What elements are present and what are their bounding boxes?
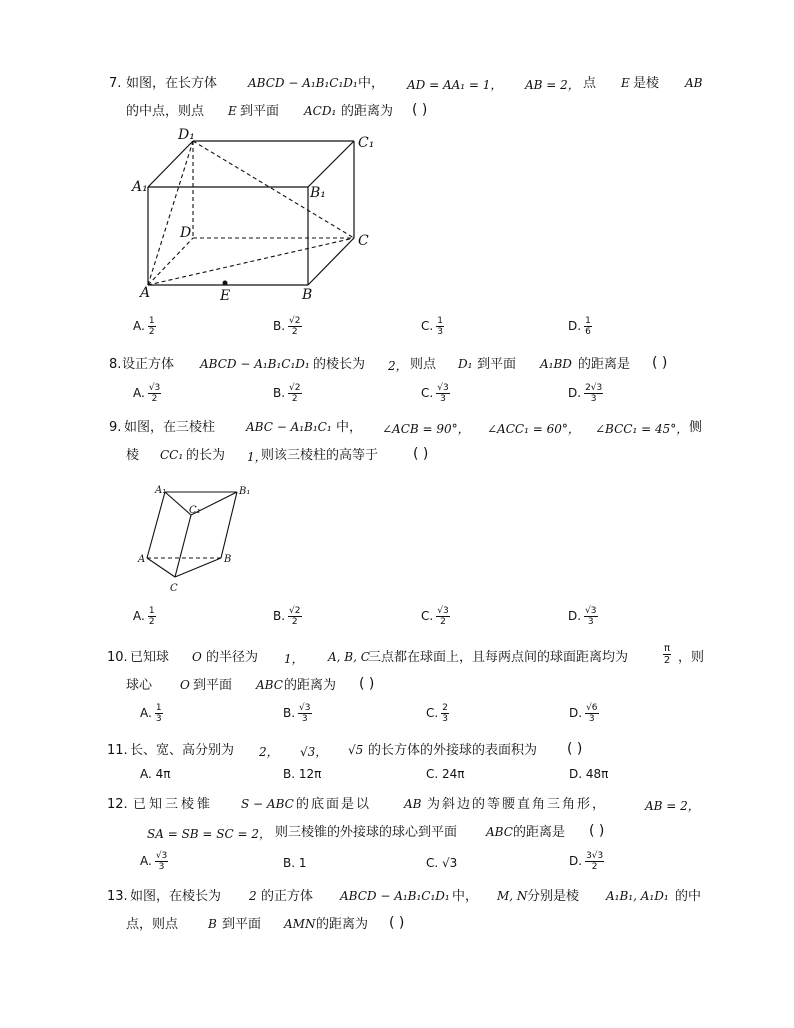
q8-option-b[interactable]: B. $\frac{√2}{2}$ <box>273 383 301 404</box>
q7-expr4: E <box>621 76 630 90</box>
q10-line2-b: 到平面 <box>193 678 233 693</box>
q9-expr1: ABC − A₁B₁C₁ <box>246 420 332 434</box>
q10-pi-fraction: $\frac{\pi}{2}$ <box>663 643 671 666</box>
q9-line2-b: 的长为 <box>186 448 226 463</box>
q9-option-c[interactable]: C. $\frac{√3}{2}$ <box>421 606 449 627</box>
q10-text-c: 三点都在球面上，且每两点间的球面距离均为 <box>368 650 629 665</box>
label-d1: D₁ <box>178 127 195 143</box>
q10-expr3: A, B, C <box>328 650 370 664</box>
q12-option-d[interactable]: D. $\frac{3√3}{2}$ <box>569 851 604 872</box>
q10-text-b: 的半径为 <box>206 650 259 665</box>
q9-line2-a: 棱 <box>126 448 140 463</box>
q13-expr3: M, N <box>497 889 528 903</box>
label-c1: C₁ <box>189 505 201 516</box>
q7-line2-a: 的中点，则点 <box>126 104 205 119</box>
q7-line2-c: 的距离为 <box>341 104 394 119</box>
q7-option-a[interactable]: A. $\frac{1}{2}$ <box>133 316 155 337</box>
label-c: C <box>358 233 369 249</box>
q7-line2-expr1: E <box>228 104 237 118</box>
label-b: B <box>302 287 313 303</box>
q13-line2-expr2: AMN <box>284 917 316 931</box>
label-c: C <box>170 583 178 594</box>
q7-option-b[interactable]: B. $\frac{√2}{2}$ <box>273 316 301 337</box>
q9-option-b[interactable]: B. $\frac{√2}{2}$ <box>273 606 301 627</box>
q13-number: 13. <box>107 889 128 904</box>
q8-text-b: 的棱长为 <box>313 357 366 372</box>
q12-option-b[interactable]: B. 1 <box>283 856 307 870</box>
q7-expr5: AB <box>685 76 703 90</box>
figure-triangular-prism <box>135 480 265 595</box>
q13-expr4: A₁B₁, A₁D₁ <box>606 889 669 903</box>
q12-text-a: 已知三棱锥 <box>133 797 214 812</box>
q9-text-c: 侧 <box>689 420 703 435</box>
q8-option-c[interactable]: C. $\frac{√3}{3}$ <box>421 383 449 404</box>
q13-text-b: 的正方体 <box>261 889 314 904</box>
q11-option-a[interactable]: A. 4π <box>140 767 171 781</box>
q8-text-c: 则点 <box>410 357 437 372</box>
q10-line2-expr2: ABC <box>256 678 283 692</box>
q7-expr3: AB = 2， <box>525 78 580 92</box>
q8-number: 8. <box>109 357 122 372</box>
q12-answer-paren: ( ) <box>589 823 605 839</box>
q7-text-d: 是棱 <box>633 76 660 91</box>
q11-option-c[interactable]: C. 24π <box>426 767 465 781</box>
q10-line2-c: 的距离为 <box>284 678 337 693</box>
q9-expr2: ∠ACB = 90°， <box>382 422 470 436</box>
diagonal-ad1 <box>148 141 193 285</box>
diagonal-ac <box>148 238 354 285</box>
q12-expr3: AB = 2， <box>645 799 700 813</box>
q13-expr1: 2 <box>249 889 257 903</box>
q7-expr2: AD = AA₁ = 1， <box>407 78 503 92</box>
q9-option-a[interactable]: A. $\frac{1}{2}$ <box>133 606 155 627</box>
q7-line2-expr2: ACD₁ <box>304 104 337 118</box>
q8-expr2: 2， <box>388 359 408 373</box>
q10-option-a[interactable]: A. $\frac{1}{3}$ <box>140 703 162 724</box>
q9-text-b: 中， <box>336 420 363 435</box>
q9-line2-c: 则该三棱柱的高等于 <box>261 448 379 463</box>
edge-cc1 <box>175 515 191 577</box>
label-a1: A₁ <box>155 485 167 496</box>
q12-expr2: AB <box>404 797 422 811</box>
q7-text-c: 点 <box>583 76 597 91</box>
q9-expr4: ∠BCC₁ = 45°， <box>595 422 689 436</box>
q12-option-c[interactable]: C. √3 <box>426 856 458 870</box>
q7-line2-b: 到平面 <box>240 104 280 119</box>
label-a: A <box>138 554 146 565</box>
q9-line2-expr1: CC₁ <box>160 448 184 462</box>
q10-text-a: 已知球 <box>130 650 170 665</box>
q9-text-a: 如图，在三棱柱 <box>124 420 216 435</box>
q8-expr3: D₁ <box>458 357 473 371</box>
q11-option-b[interactable]: B. 12π <box>283 767 322 781</box>
q11-expr2: √3， <box>300 745 328 759</box>
q8-text-a: 设正方体 <box>122 357 175 372</box>
q7-number: 7. <box>109 76 122 91</box>
edge-ac <box>147 558 175 577</box>
q8-expr1: ABCD − A₁B₁C₁D₁ <box>200 357 310 371</box>
q12-text-c: 为斜边的等腰直角三角形， <box>427 797 608 812</box>
q7-option-c[interactable]: C. $\frac{1}{3}$ <box>421 316 443 337</box>
q13-expr2: ABCD − A₁B₁C₁D₁ <box>340 889 450 903</box>
q10-expr1: O <box>192 650 202 664</box>
q12-expr1: S − ABC <box>241 797 294 811</box>
q10-number: 10. <box>107 650 128 665</box>
q12-line2-expr2: ABC <box>486 825 513 839</box>
edge-cb <box>175 558 221 577</box>
label-b: B <box>224 554 232 565</box>
q13-line2-c: 的距离为 <box>316 917 369 932</box>
q7-option-d[interactable]: D. $\frac{1}{6}$ <box>568 316 591 337</box>
q10-line2-expr1: O <box>180 678 190 692</box>
edge-a1c1 <box>165 492 191 515</box>
q13-line2-expr1: B <box>208 917 217 931</box>
q12-number: 12. <box>107 797 128 812</box>
q11-expr3: √5 <box>348 743 364 757</box>
q13-text-d: 分别是棱 <box>527 889 580 904</box>
q10-answer-paren: ( ) <box>359 676 375 692</box>
q13-text-e: 的中 <box>675 889 702 904</box>
edge-ad-hidden <box>148 238 193 285</box>
q12-line2-expr1: SA = SB = SC = 2， <box>147 827 272 841</box>
q12-line2-a: 则三棱锥的外接球的球心到平面 <box>275 825 458 840</box>
diagonal-d1c <box>193 141 354 238</box>
label-a1: A₁ <box>132 179 148 195</box>
label-e: E <box>220 288 231 304</box>
q7-expr1: ABCD − A₁B₁C₁D₁ <box>248 76 358 90</box>
q10-text-d: ，则 <box>678 650 705 665</box>
q9-line2-expr2: 1， <box>247 450 267 464</box>
q8-option-a[interactable]: A. $\frac{√3}{2}$ <box>133 383 161 404</box>
q12-line2-b: 的距离是 <box>513 825 566 840</box>
q11-answer-paren: ( ) <box>567 741 583 757</box>
q13-line2-a: 点，则点 <box>126 917 179 932</box>
q10-option-c[interactable]: C. $\frac{2}{3}$ <box>426 703 448 724</box>
q7-answer-paren: ( ) <box>412 102 428 118</box>
q12-option-a[interactable]: A. $\frac{√3}{3}$ <box>140 851 168 872</box>
q13-answer-paren: ( ) <box>389 915 405 931</box>
q10-option-b[interactable]: B. $\frac{√3}{3}$ <box>283 703 311 724</box>
label-b1: B₁ <box>239 486 251 497</box>
q8-text-e: 的距离是 <box>578 357 631 372</box>
q8-option-d[interactable]: D. $\frac{2√3}{3}$ <box>568 383 603 404</box>
q8-expr4: A₁BD <box>540 357 572 371</box>
q8-answer-paren: ( ) <box>652 355 668 371</box>
q9-number: 9. <box>109 420 122 435</box>
q8-text-d: 到平面 <box>477 357 517 372</box>
q9-expr3: ∠ACC₁ = 60°， <box>487 422 580 436</box>
q13-text-a: 如图，在棱长为 <box>130 889 222 904</box>
label-b1: B₁ <box>310 185 326 201</box>
edge-c1b1 <box>308 141 354 187</box>
edge-bc <box>308 238 354 285</box>
q11-number: 11. <box>107 743 128 758</box>
q11-expr1: 2， <box>259 745 279 759</box>
label-c1: C₁ <box>358 135 375 151</box>
q11-text-b: 的长方体的外接球的表面积为 <box>368 743 538 758</box>
label-a: A <box>140 285 151 301</box>
q12-text-b: 的底面是以 <box>296 797 372 812</box>
q7-text-b: 中， <box>358 76 385 91</box>
edge-bb1 <box>221 492 237 558</box>
figure-rectangular-box <box>130 125 390 305</box>
label-d: D <box>180 225 192 241</box>
q7-text-a: 如图，在长方体 <box>126 76 218 91</box>
q10-expr2: 1， <box>284 652 304 666</box>
q13-line2-b: 到平面 <box>222 917 262 932</box>
q11-option-d[interactable]: D. 48π <box>569 767 609 781</box>
edge-aa1 <box>147 492 165 558</box>
q10-option-d[interactable]: D. $\frac{√6}{3}$ <box>569 703 598 724</box>
point-e <box>223 281 228 286</box>
q9-option-d[interactable]: D. $\frac{√3}{3}$ <box>568 606 597 627</box>
q11-text-a: 长、宽、高分别为 <box>130 743 235 758</box>
q9-answer-paren: ( ) <box>413 446 429 462</box>
q10-line2-a: 球心 <box>126 678 153 693</box>
q13-text-c: 中， <box>452 889 479 904</box>
